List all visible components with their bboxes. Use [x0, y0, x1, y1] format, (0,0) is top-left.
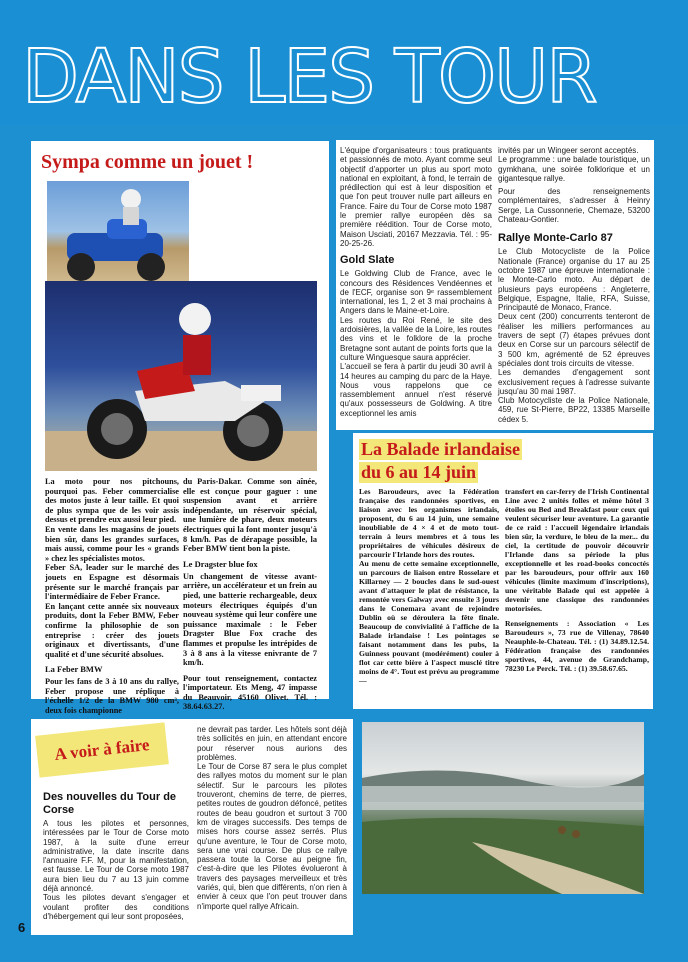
corse-cont-col — [340, 146, 492, 418]
toy-bmw-photo — [45, 281, 317, 471]
toy-quad-photo — [47, 181, 189, 293]
header-banner — [0, 0, 688, 125]
toy-col2 — [183, 477, 317, 712]
balade-col1 — [359, 487, 499, 685]
toy-subhead-fox: Le Dragster blue fox — [183, 558, 258, 569]
voir-p1: A tous les pilotes et personnes, intéressées par le Tour de Corse moto 1987, à la suite d'une erreur administrative, la date inscrite dans l'annuaire F.F. M, pour la manifestation, est fausse. Le Tour de Corse moto 1987 aura bien lieu du 7 au 13 juin comme déjà annoncé. — [43, 819, 189, 894]
article-toy-title: Sympa comme un jouet ! — [41, 151, 254, 173]
toy-col1-p4: En lançant cette année six nouveaux produits, dont la Feber BMW, Feber confirme la philosophie de son entreprise : créer des jouets originaux et divertissants, d'une qualité et d'une sécurité absolues. — [45, 601, 179, 659]
balade-col2-p1: transfert en car-ferry de l'Irish Continental Line avec 2 unités folles et même hôtel 3 étoiles ou Bed and Breakfast pour ceux qui veulent sécuriser leur aventure. La garantie de ce raid : l'accueil légendaire irlandais bien sûr, la verdure, le bleu de la mer... du ciel, la certitude de pouvoir découvrir l'Irlande dans sa période la plus exceptionnelle et les road-books concoctés par les baroudeurs, pour offrir aux 160 véhicules (limite maximum d'inscriptions), une véritable Balade qui est appelée à devenir une classique des randonnées motorisées. — [505, 487, 649, 613]
balade-col2 — [505, 487, 649, 673]
toy-col1-p2: En vente dans les magasins de jouets bien sûr, dans les grandes surfaces, mais aussi, comme pour les « grands » chez les spécialistes motos. — [45, 524, 179, 563]
voir-col2-p1: ne devrait pas tarder. Les hôtels sont déjà très sollicités en juin, en attendant encore pour réserver nous aurions des problèmes. — [197, 725, 347, 762]
toy-col1 — [45, 477, 179, 716]
voir-col1 — [43, 819, 189, 921]
monte-p2: Deux cent (200) concurrents tenteront de réaliser les milliers performances au travers de sept (7) étapes prévues dont deux en Corse sur un parcours sélectif de 3 500 km, agrémenté de 52 épreuves spéciales dont trois circuits de vitesse. — [498, 312, 650, 368]
gold-title: Gold Slate — [340, 254, 395, 267]
toy-col2-contact: Pour tout renseignement, contactez l'importateur. Ets Meng, 47 impasse du Beauvoir, 45160 Olivet. Tél. : 38.64.63.27. — [183, 673, 317, 712]
ireland-landscape-photo — [362, 722, 644, 894]
toy-col1-p1: La moto pour nos pitchouns, pourquoi pas. Feber commercialise des motos juste à leur taille. Et quoi de plus sympa que de les voir assis dessus et prendre eux aussi leur pied. — [45, 477, 179, 525]
monte-p1: Le Club Motocycliste de la Police Nationale (France) organise du 17 au 25 octobre 1987 une épreuve internationale : le Monte-Carlo moto. Au départ de plusieurs pays européens : Angleterre, Belgique, Espagne, Italie, RFA, Suisse, Principauté de Monaco, France. — [498, 247, 650, 313]
toy-col2-fox: Un changement de vitesse avant-arrière, un accélérateur et un frein au pied, une batterie rechargeable, deux moteurs électriques équipés d'un nouveau système qui leur confère une puissance maximale : le Feber Dragster Blue Fox crache des flammes et propulse les intrépides de 3 à 8 ans à la vitesse enivrante de 7 km/h. — [183, 571, 317, 668]
balade-info-label: Renseignements : — [505, 619, 570, 628]
voir-p2: Tous les pilotes devant s'engager et voulant profiter des conditions d'hébergement qui leur sont proposées, — [43, 893, 189, 921]
gold-cont-p3: Pour des renseignements complémentaires, s'adresser à Heinry Serge, La Cussonnerie, Chemaze, 53200 Chateau-Gontier. — [498, 187, 650, 225]
toy-col2-start: du Paris-Dakar. Comme son aînée, elle est conçue pour gaguer : une suspension avant et arrière indépendante, un réservoir spécial, une lumière de phare, deux moteurs électriques qui la font monter jusqu'à 8 km/h. Pas de dérapage possible, la Feber BMW tient bon la piste. — [183, 477, 317, 554]
balade-title-line2: du 6 au 14 juin — [361, 462, 477, 482]
voir-col2-p2: Le Tour de Corse 87 sera le plus complet des rallyes motos du moment sur le plan sélectif. Sur le parcours les pilotes trouveront, chemins de terre, de pierres, petites routes de goudron défoncé, petites routes de beau goudron et surtout 3 700 km de virages successifs. Des temps de mises hors course assez serrés. Plus qu'une aventure, le Tour de Corse moto, sera une vrai course. De plus ce rallye passera toute la Corse au peigne fin, c'est-à-dire que les Pilotes évolueront à travers des paysages merveilleux et très variés, qui, bien que différents, n'on rien à envier à ceux que l'on peut trouver dans n'importe quel rallye Africain. — [197, 762, 347, 911]
page-title: DANS LES TOUR — [22, 34, 596, 120]
gold-body3: L'accueil se fera à partir du jeudi 30 avril à 14 heures au camping du parc de la Haye. Nous vous rappelons que ce rassemblement annuel n'est réservé qu'aux possesseurs de Goldwing. A titre exceptionnel les amis — [340, 362, 492, 418]
voir-badge — [35, 722, 169, 777]
page-number: 6 — [18, 920, 26, 935]
monte-p3: Les demandes d'engagement sont exclusivement reçues à l'adresse suivante jusqu'au 30 mai 1987. — [498, 368, 650, 396]
monte-p4: Club Motocycliste de la Police Nationale, 459, rue St-Pierre, BP22, 13385 Marseille cédex 5. — [498, 396, 650, 424]
monte-col — [498, 146, 650, 424]
toy-col1-end: Pour les fans de 3 à 10 ans du rallye, Feber propose une réplique à l'échelle 1/2 de la BMW 980 cm³, deux fois championne — [45, 677, 179, 716]
article-balade-box — [352, 432, 654, 710]
article-gold-box — [336, 140, 654, 430]
toy-col1-p3: Feber SA, leader sur le marché des jouets en Espagne est désormais présente sur le marché français par l'intermédiaire de Feber France. — [45, 563, 179, 602]
article-toy-box — [30, 140, 330, 716]
gold-cont-p2: Le programme : une balade touristique, un gymkhana, une soirée folklorique et un gigantesque rallye. — [498, 155, 650, 183]
voir-col2 — [197, 725, 347, 911]
voir-title: Des nouvelles du Tour de Corse — [43, 791, 177, 816]
balade-info — [505, 619, 649, 673]
gold-body2: Les routes du Roi René, le site des ardoisières, la vallée de la Loire, les routes des vins et le folklore de la proche Bretagne sont autant de points forts que la culture Winguesque saura apprécier. — [340, 315, 492, 362]
balade-col1-p2: Au menu de cette semaine exceptionnelle, un parcours de liaison entre Rosselare et Killarney — 2 boucles dans le sud-ouest avant d'attaquer le plat de résistance, la remontée vers Galway avec ensuite 3 jours dans le Conemara avant de rejoindre Dublin où se déroulera la fête finale. Beaucoup de convivialité à l'affiche de la Balade irlandaise ! Les pointages se faisant notamment dans les pubs, la Guinness pouvant (modérément) couler à flot car cette bière à l'aspect musclé titre moins de 4°. Tout est prévu au programme — — [359, 559, 499, 685]
article-voir-box — [30, 718, 354, 936]
gold-body: Le Goldwing Club de France, avec le concours des Résidences Vendéennes et de l'ECF, organise son 9ᵉ rassemblement international, les 1, 2 et 3 mai prochains à Angers dans le Maine-et-Loire. — [340, 269, 492, 316]
balade-info-text: Association « Les Baroudeurs », 73 rue de Villenay, 78640 Neauphle-le-Chateau. Tél. : (1) 34.89.12.54. Fédération française des randonnées sportives, 44, avenue de Grandchamp, 78230 Le Perck. Tél. : (1) 39.58.67.65. — [505, 619, 649, 673]
corse-cont-p1: L'équipe d'organisateurs : tous pratiquants et passionnés de moto. Ayant comme seul objectif d'apporter un plus au sport moto national en exploitant, à fond, le terrain de prédilection qui est à leur disposition et que l'on peut trouver nulle part ailleurs en France. Faire du Tour de Corse moto 1987 le premier rallye européen dès sa première réédition. Tour de Corse moto, Maison Usciati, 20167 Mezzavia. Tél. : 95-20-25-26. — [340, 146, 492, 248]
monte-title: Rallye Monte-Carlo 87 — [498, 232, 613, 245]
balade-col1-p1: Les Baroudeurs, avec la Fédération française des randonnées sportives, en liaison avec les organismes irlandais, proposent, du 6 au 14 juin, une semaine inoubliable de 4 × 4 et de moto tout-terrain à leurs membres et à tous les propriétaires de véhicules désireux de parcourir l'Irlande hors des routes. — [359, 487, 499, 559]
balade-title-line1: La Balade irlandaise — [361, 439, 521, 459]
balade-title — [359, 439, 522, 483]
toy-subhead-bmw: La Feber BMW — [45, 664, 103, 675]
gold-cont-p1: invités par un Wingeer seront acceptés. — [498, 146, 639, 155]
voir-badge-text: A voir à faire — [53, 735, 151, 764]
